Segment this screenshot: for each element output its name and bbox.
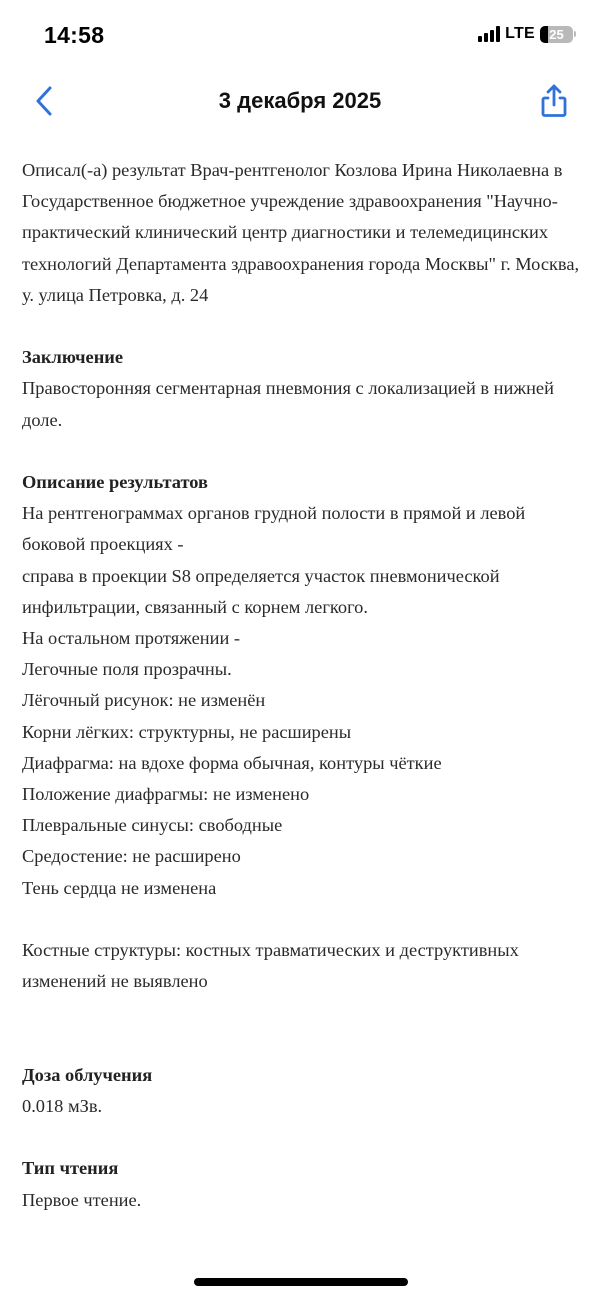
navigation-bar: [0, 76, 600, 128]
signal-strength-icon: [478, 26, 500, 42]
description-line: Тень сердца не изменена: [22, 877, 217, 898]
spacer: [22, 997, 580, 1059]
battery-fill: [540, 26, 548, 43]
network-type: LTE: [505, 25, 535, 42]
dose-heading: Доза облучения: [22, 1064, 153, 1085]
description-line: Диафрагма: на вдохе форма обычная, контуры чёткие: [22, 752, 442, 773]
home-indicator[interactable]: [194, 1278, 408, 1286]
description-line: Средостение: не расширено: [22, 846, 241, 867]
reading-type-heading: Тип чтения: [22, 1158, 119, 1179]
status-indicators: [478, 25, 576, 43]
battery-cap: [574, 31, 576, 37]
author-info: Описал(-а) результат Врач-рентгенолог Козлова Ирина Николаевна в Государственное бюджетное учреждение здравоохранения "Научно-практический клинический центр диагностики и телемедицинских технологий Департамента здравоохранения города Москвы" г. Москва, у. улица Петровка, д. 24: [22, 160, 580, 305]
status-time: 14:58: [44, 22, 105, 48]
spacer: [22, 1122, 580, 1153]
page-title: 3 декабря 2025: [218, 88, 382, 113]
description-line: Плевральные синусы: свободные: [22, 815, 283, 836]
description-line: Лёгочный рисунок: не изменён: [22, 690, 266, 711]
status-bar: [0, 0, 600, 70]
conclusion-heading: Заключение: [22, 347, 124, 368]
description-line: справа в проекции S8 определяется участок пневмонической инфильтрации, связанный с корнем легкого.: [22, 565, 500, 617]
spacer: [22, 904, 580, 935]
description-line: Легочные поля прозрачны.: [22, 659, 232, 680]
share-button[interactable]: [538, 82, 570, 120]
dose-value: 0.018 мЗв.: [22, 1096, 103, 1117]
description-line: На рентгенограммах органов грудной полости в прямой и левой боковой проекциях -: [22, 503, 526, 555]
description-heading: Описание результатов: [22, 472, 208, 492]
bone-structures-text: Костные структуры: костных травматических и деструктивных изменений не выявлено: [22, 940, 519, 992]
battery-icon: [540, 26, 573, 43]
share-icon: [538, 82, 570, 120]
spacer: [22, 436, 580, 467]
description-line: Положение диафрагмы: не изменено: [22, 784, 310, 805]
battery-percent: 25: [549, 26, 564, 42]
reading-type-value: Первое чтение.: [22, 1189, 142, 1210]
description-line: Корни лёгких: структурны, не расширены: [22, 721, 352, 742]
report-content: [22, 155, 580, 1216]
description-line: На остальном протяжении -: [22, 628, 241, 649]
conclusion-text: Правосторонняя сегментарная пневмония с локализацией в нижней доле.: [22, 378, 554, 430]
spacer: [22, 311, 580, 342]
